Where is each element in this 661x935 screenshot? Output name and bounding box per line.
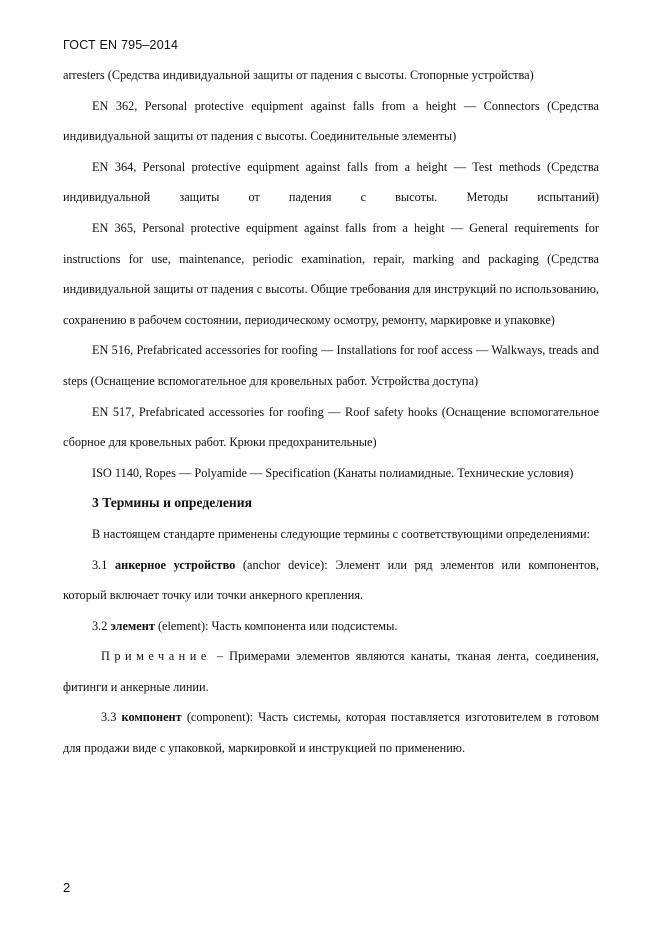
section-heading: 3 Термины и определения xyxy=(92,495,252,511)
term-name: элемент xyxy=(110,618,155,633)
reference-en516: EN 516, Prefabricated accessories for roofing — Installations for roof access — Walkways, treads and steps (Оснащение вспомогательное для кровельных работ. Устройства доступа) xyxy=(63,343,599,388)
reference-iso1140: ISO 1140, Ropes — Polyamide — Specification (Канаты полиамидные. Технические условия) xyxy=(92,465,574,480)
term-definition: (anchor device): Элемент или ряд элементов или компонентов, который включает точку или точки анкерного крепления. xyxy=(63,557,599,603)
term-3-3 xyxy=(63,702,599,763)
note-label: Примечание xyxy=(101,649,211,664)
reference-en517: EN 517, Prefabricated accessories for roofing — Roof safety hooks (Оснащение вспомогательное сборное для кровельных работ. Крюки предохранительные) xyxy=(63,404,599,450)
term-definition: (element): Часть компонента или подсистемы. xyxy=(154,618,398,633)
term-number: 3.2 xyxy=(92,618,108,633)
reference-en364: EN 364, Personal protective equipment against falls from a height — Test methods (Средства индивидуальной защиты от падения с высоты. Методы испытаний) xyxy=(63,159,599,205)
note xyxy=(63,641,599,702)
term-3-1 xyxy=(63,550,599,611)
term-name: компонент xyxy=(121,710,182,725)
note-text: – Примерами элементов являются канаты, тканая лента, соединения, фитинги и анкерные линии. xyxy=(63,649,599,694)
section-intro: В настоящем стандарте применены следующие термины с соответствующими определениями: xyxy=(92,526,590,541)
term-number: 3.1 xyxy=(92,557,108,572)
page-number: 2 xyxy=(63,880,71,895)
document-body xyxy=(63,60,599,764)
reference-en365: EN 365, Personal protective equipment against falls from a height — General requirements for instructions for use, maintenance, periodic examination, repair, marking and packaging (Средства индивидуальной защиты от падения с высоты. Общие требования для инструкций по использованию, сохранению в рабочем состоянии, периодическому осмотру, ремонту, маркировке и упаковке) xyxy=(63,220,599,327)
term-name: анкерное устройство xyxy=(114,557,236,572)
term-definition: (component): Часть системы, которая поставляется изготовителем в готовом для продажи виде с упаковкой, маркировкой и инструкцией по применению. xyxy=(63,710,599,756)
reference-en362: EN 362, Personal protective equipment against falls from a height — Connectors (Средства индивидуальной защиты от падения с высоты. Соединительные элементы) xyxy=(63,98,599,144)
term-3-2 xyxy=(63,611,599,642)
term-number: 3.3 xyxy=(101,710,117,725)
document-header: ГОСТ EN 795–2014 xyxy=(63,38,179,52)
reference-continuation: arresters (Средства индивидуальной защиты от падения с высоты. Стопорные устройства) xyxy=(63,68,534,82)
